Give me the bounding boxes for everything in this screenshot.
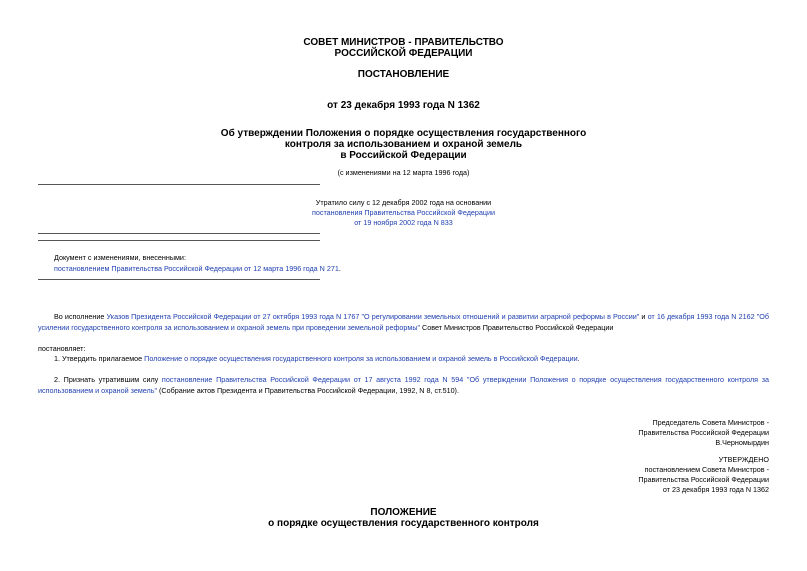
divider [38, 240, 320, 241]
annex-subtitle: о порядке осуществления государственного контроля [268, 518, 539, 529]
org-line-1: СОВЕТ МИНИСТРОВ - ПРАВИТЕЛЬСТВО [303, 37, 504, 48]
divider [38, 279, 320, 280]
status-line: Утратило силу с 12 декабря 2002 года на основании [315, 198, 492, 207]
approval-line-4: от 23 декабря 1993 года N 1362 [662, 485, 769, 494]
signature-name: В.Черномырдин [715, 438, 769, 447]
divider [38, 184, 320, 185]
changes-note: (с изменениями на 12 марта 1996 года) [337, 168, 470, 177]
decree-link-2162[interactable]: от 16 декабря 1993 года N 2162 "Об усилении государственного контроля за использованием и охраной земель при проведении земельной реформы" [38, 312, 769, 332]
item-2-text-a: 2. Признать утратившим силу [54, 375, 162, 384]
item-1-text-b: . [577, 354, 580, 363]
decree-link-594[interactable]: постановление Правительства Российской Федерации от 17 августа 1992 года N 594 "Об утверждении Положения о порядке осуществления государственного контроля за использованием и охраной земель" [38, 375, 769, 395]
changes-tail: . [338, 264, 341, 273]
approval-line-1: УТВЕРЖДЕНО [718, 455, 769, 464]
signature-block [638, 418, 769, 448]
intro-text-b: и [639, 312, 648, 321]
decree-word: постановляет: [38, 344, 86, 353]
annex-title: ПОЛОЖЕНИЕ [370, 507, 437, 518]
approval-line-3: Правительства Российской Федерации [638, 475, 769, 484]
signature-line-2: Правительства Российской Федерации [638, 428, 769, 437]
intro-text-c: Совет Министров Правительство Российской Федерации [420, 322, 614, 332]
changes-entry [54, 264, 341, 274]
item-2 [38, 375, 769, 396]
intro-paragraph [38, 312, 769, 333]
changes-intro: Документ с изменениями, внесенными: [54, 253, 186, 262]
status-link-line-1[interactable]: постановления Правительства Российской Федерации [311, 208, 496, 217]
title-line-2: контроля за использованием и охраной земель [284, 139, 523, 150]
title-line-1: Об утверждении Положения о порядке осуществления государственного [220, 128, 587, 139]
signature-line-1: Председатель Совета Министров - [652, 418, 769, 427]
item-1 [38, 354, 769, 365]
title-line-3: в Российской Федерации [340, 150, 467, 161]
date-number: от 23 декабря 1993 года N 1362 [327, 100, 480, 111]
approval-block [638, 455, 769, 495]
item-2-text-b: (Собрание актов Президента и Правительства Российской Федерации, 1992, N 8, ст.510). [157, 385, 459, 395]
doc-type: ПОСТАНОВЛЕНИЕ [357, 69, 450, 80]
item-1-text-a: 1. Утвердить прилагаемое [54, 354, 145, 363]
intro-text-a: Во исполнение [54, 312, 107, 321]
divider [38, 233, 320, 234]
regulation-link[interactable]: Положение о порядке осуществления государственного контроля за использованием и охраной земель в Российской Федерации [144, 354, 578, 363]
decree-link-1767[interactable]: Указов Президента Российской Федерации от 27 октября 1993 года N 1767 "О регулировании земельных отношений и развитии аграрной реформы в России" [106, 312, 640, 321]
approval-line-2: постановлением Совета Министров - [644, 465, 769, 474]
org-line-2: РОССИЙСКОЙ ФЕДЕРАЦИИ [334, 48, 473, 59]
status-link-line-2[interactable]: от 19 ноября 2002 года N 833 [354, 218, 453, 227]
changes-link[interactable]: постановлением Правительства Российской Федерации от 12 марта 1996 года N 271 [54, 264, 339, 273]
